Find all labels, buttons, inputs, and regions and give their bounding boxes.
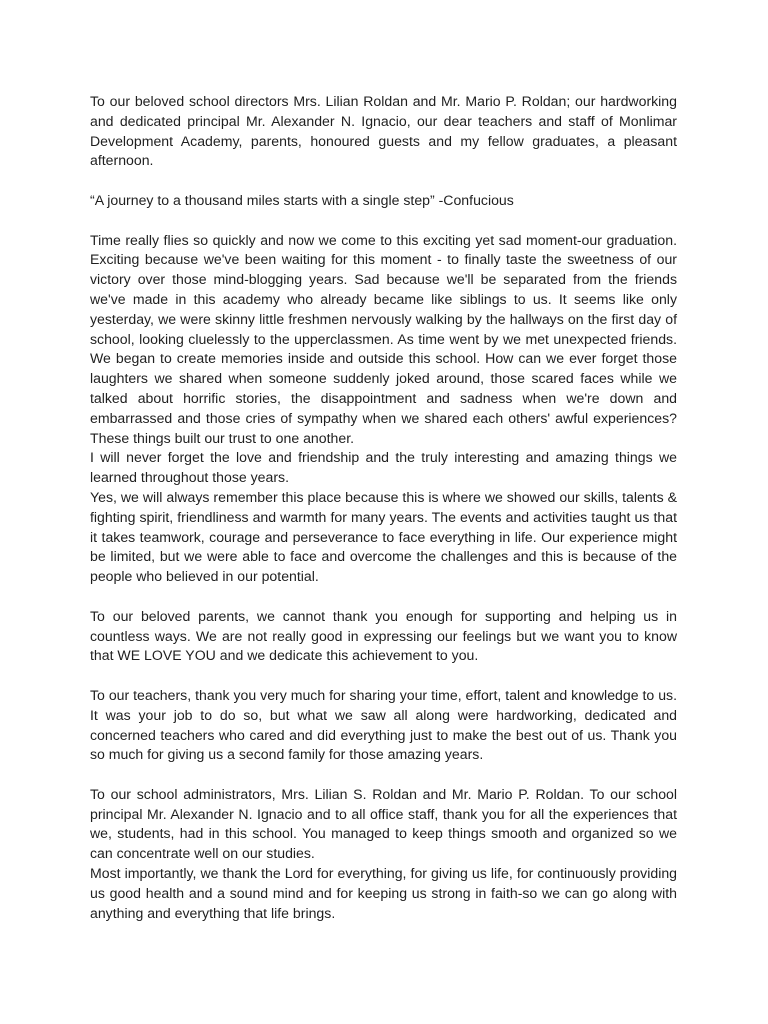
paragraph-time-flies: Time really flies so quickly and now we come to this exciting yet sad moment-our graduation. Exciting because we've been waiting for this moment - to finally taste the sweetness of our victory over those mind-blogging years. Sad because we'll be separated from the friends we've made in this academy who already became like siblings to us. It seems like only yesterday, we were skinny little freshmen nervously walking by the hallways on the first day of school, looking cluelessly to the upperclassmen. As time went by we met unexpected friends. We began to create memories inside and outside this school. How can we ever forget those laughters we shared when someone suddenly joked around, those scared faces while we talked about horrific stories, the disappointment and sadness when we're down and embarrassed and those cries of sympathy when we shared each others' awful experiences? These things built our trust to one another. [90,231,677,446]
paragraph-quote: “A journey to a thousand miles starts with a single step” -Confucious [90,191,514,208]
document-page [90,92,677,923]
paragraph-thank-lord: Most importantly, we thank the Lord for everything, for giving us life, for continuously providing us good health and a sound mind and for keeping us strong in faith-so we can go along with anything and everything that life brings. [90,865,677,921]
paragraph-parents: To our beloved parents, we cannot thank you enough for supporting and helping us in countless ways. We are not really good in expressing our feelings but we want you to know that WE LOVE YOU and we dedicate this achievement to you. [90,607,677,664]
paragraph-never-forget: I will never forget the love and friendship and the truly interesting and amazing things we learned throughout those years. [90,449,677,486]
paragraph-teachers: To our teachers, thank you very much for sharing your time, effort, talent and knowledge to us. It was your job to do so, but what we saw all along were hardworking, dedicated and concerned teachers who cared and did everything just to make the best out of us. Thank you so much for giving us a second family for those amazing years. [90,686,677,763]
paragraph-greeting: To our beloved school directors Mrs. Lilian Roldan and Mr. Mario P. Roldan; our hardworking and dedicated principal Mr. Alexander N. Ignacio, our dear teachers and staff of Monlimar Development Academy, parents, honoured guests and my fellow graduates, a pleasant afternoon. [90,93,677,169]
paragraph-remember-place: Yes, we will always remember this place because this is where we showed our skills, talents & fighting spirit, friendliness and warmth for many years. The events and activities taught us that it takes teamwork, courage and perseverance to face everything in life. Our experience might be limited, but we were able to face and overcome the challenges and this is because of the people who believed in our potential. [90,488,677,585]
paragraph-administrators: To our school administrators, Mrs. Lilian S. Roldan and Mr. Mario P. Roldan. To our school principal Mr. Alexander N. Ignacio and to all office staff, thank you for all the experiences that we, students, had in this school. You managed to keep things smooth and organized so we can concentrate well on our studies. [90,785,677,862]
